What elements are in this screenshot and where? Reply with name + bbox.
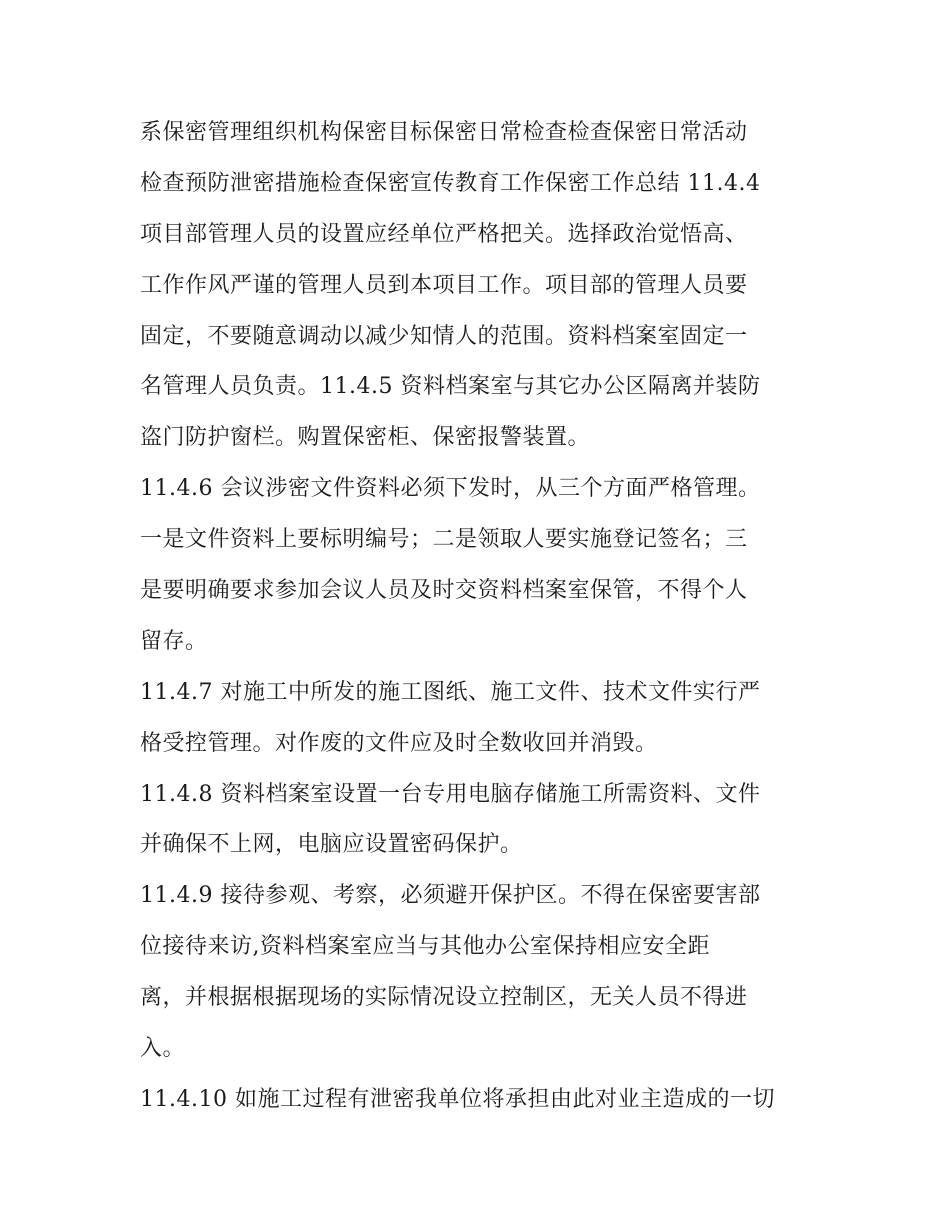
text-line: 系保密管理组织机构保密目标保密日常检查检查保密日常活动	[140, 120, 748, 145]
text-line: 并确保不上网，电脑应设置密码保护。	[140, 832, 523, 858]
text-line: 位接待来访,资料档案室应当与其他办公室保持相应安全距	[140, 934, 710, 960]
text-line: 是要明确要求参加会议人员及时交资料档案室保管，不得个人	[140, 578, 748, 604]
text-line: 一是文件资料上要标明编号；二是领取人要实施登记签名；三	[140, 527, 748, 553]
text-line: 格受控管理。对作废的文件应及时全数收回并消毁。	[140, 730, 658, 756]
text-line: 11.4.6 会议涉密文件资料必须下发时，从三个方面严格管理。	[140, 476, 761, 502]
text-line: 固定，不要随意调动以减少知情人的范围。资料档案室固定一	[140, 323, 748, 349]
text-line: 入。	[140, 1036, 186, 1062]
text-line: 11.4.9 接待参观、考察，必须避开保护区。不得在保密要害部	[140, 883, 761, 909]
text-line: 名管理人员负责。11.4.5 资料档案室与其它办公区隔离并装防	[140, 374, 761, 400]
text-line: 留存。	[140, 628, 208, 654]
text-line: 项目部管理人员的设置应经单位严格把关。选择政治觉悟高、	[140, 221, 748, 247]
text-line: 检查预防泄密措施检查保密宣传教育工作保密工作总结 11.4.4	[140, 170, 761, 196]
text-line: 离，并根据根据现场的实际情况设立控制区，无关人员不得进	[140, 985, 748, 1011]
text-line: 11.4.7 对施工中所发的施工图纸、施工文件、技术文件实行严	[140, 679, 761, 705]
text-line: 工作作风严谨的管理人员到本项目工作。项目部的管理人员要	[140, 272, 748, 298]
text-line: 11.4.8 资料档案室设置一台专用电脑存储施工所需资料、文件	[140, 781, 761, 807]
document-body	[140, 108, 820, 1126]
text-line: 11.4.10 如施工过程有泄密我单位将承担由此对业主造成的一切	[140, 1086, 775, 1112]
text-line: 盗门防护窗栏。购置保密柜、保密报警装置。	[140, 425, 591, 451]
